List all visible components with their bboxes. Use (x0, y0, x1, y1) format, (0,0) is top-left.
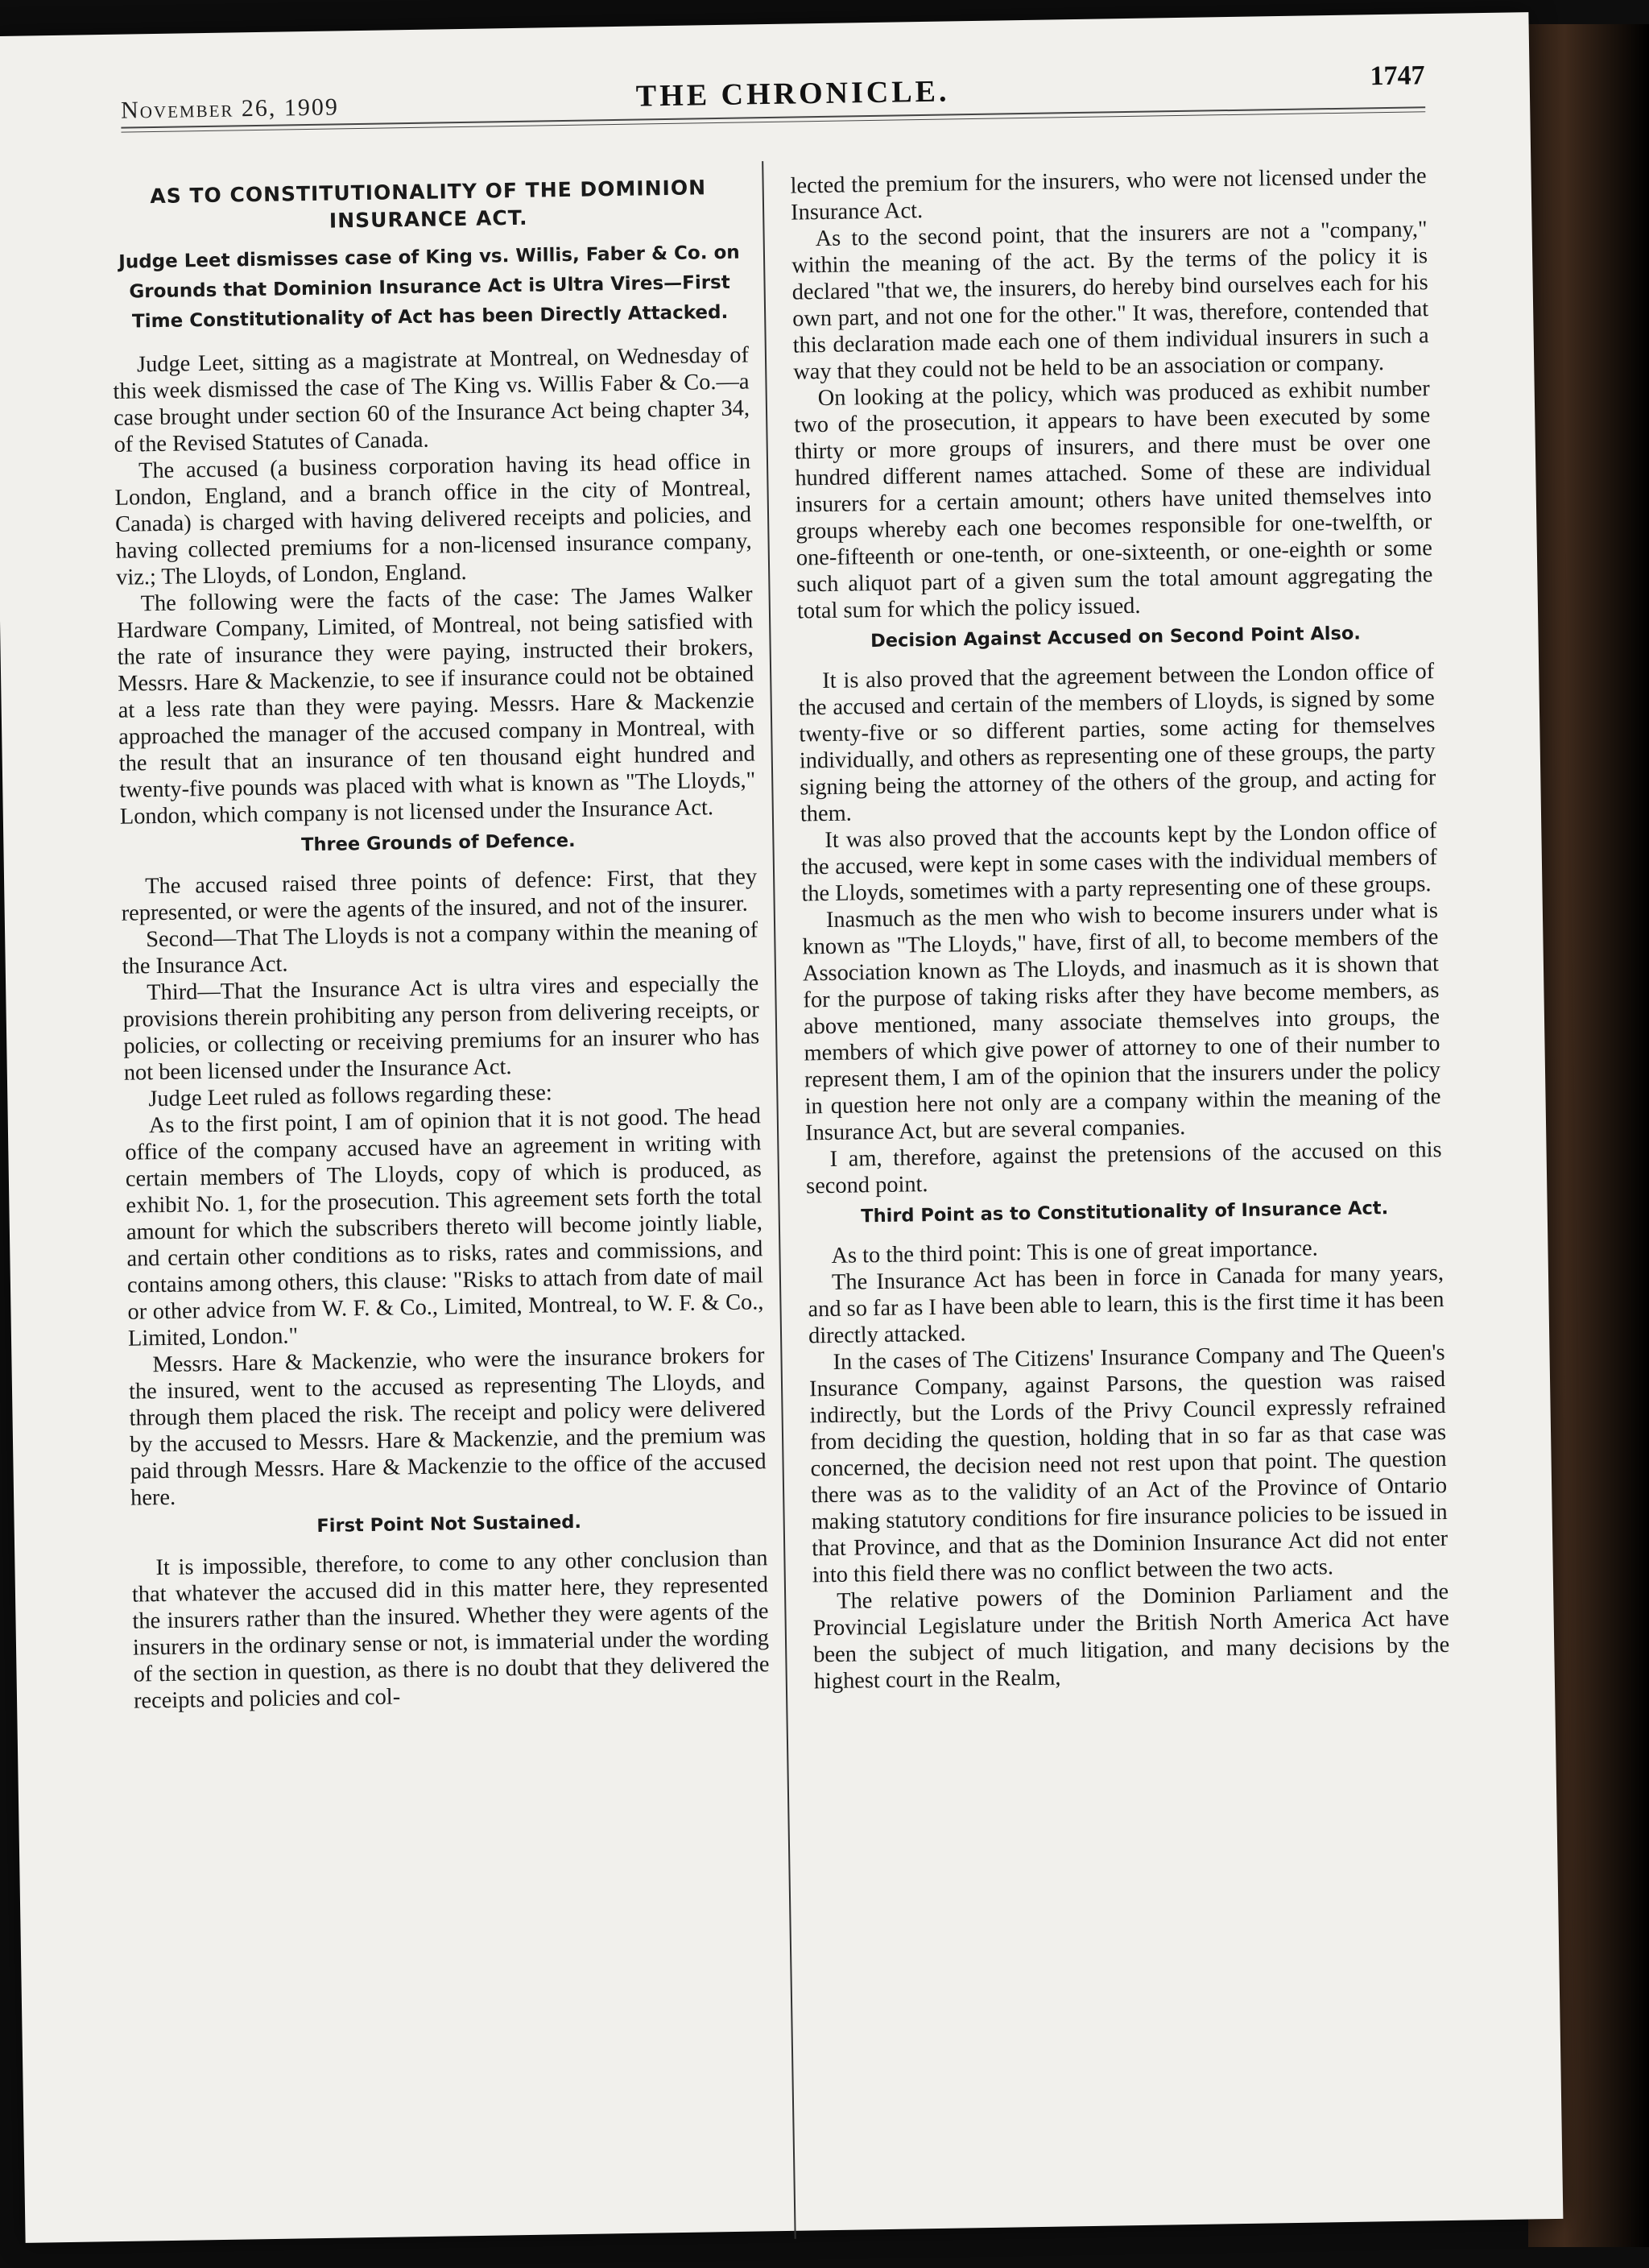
paragraph: The following were the facts of the case: The James Walker Hardware Company, Limited, of Montreal, not being satisfied with the rate of insurance they were paying, instructed their brokers, Messrs. Hare & Mackenzie, to see if insurance could not be obtained at a less rate than they were paying. Messrs. Hare & Mackenzie approached the manager of the accused company in Montreal, with the result that an insurance of ten thousand eight hundred and twenty-five pounds was placed with what is known as "The Lloyds," London, which company is not licensed under the Insurance Act. (116, 581, 756, 830)
paragraph: Second—That The Lloyds is not a company within the meaning of the Insurance Act. (122, 917, 758, 979)
paragraph: Inasmuch as the men who wish to become insurers under what is known as "The Lloyds," have, first of all, to become members of the Association known as The Lloyds, and inasmuch as it is shown that for the purpose of taking risks after they have become members, as above mentioned, many associate themselves into groups, the members of which give power of attorney to one of their number to represent them, I am of the opinion that the insurers under the policy in question here not only are a company within the meaning of the Insurance Act, but are several companies. (802, 898, 1441, 1146)
paragraph: The relative powers of the Dominion Parliament and the Provincial Legislature under the British North America Act have been the subject of much litigation, and many decisions by the highest court in the Realm, (812, 1579, 1450, 1695)
paragraph: Third—That the Insurance Act is ultra vires and especially the provisions therein prohibiting any person from delivering receipts, or policies, or collecting or receiving premiums for an insurer who has not been licensed under the Insurance Act. (122, 971, 760, 1086)
page-header (121, 62, 1426, 139)
paragraph: Judge Leet, sitting as a magistrate at Montreal, on Wednesday of this week dismissed the case of The King vs. Willis Faber & Co.—a case brought under section 60 of the Insurance Act being chapter 34, of the Revised Statutes of Canada. (113, 342, 750, 457)
paragraph: The accused (a business corporation having its head office in London, England, and a branch office in the city of Montreal, Canada) is charged with having delivered receipts and policies, and having collected premiums for a non-licensed insurance company, viz.; The Lloyds, of London, England. (114, 449, 752, 590)
paragraph: It is also proved that the agreement between the London office of the accused and certain of the members of Lloyds, is signed by some twenty-five or so different parties, some acting for themselves individually, and others as representing one of these groups, the party signing being the attorney of the others of the group, and acting for them. (798, 659, 1436, 827)
paragraph: The accused raised three points of defence: First, that they represented, or were the agents of the insured, and not of the insurer. (121, 864, 758, 926)
paragraph: As to the second point, that the insurers are not a "company," within the meaning of the act. By the terms of the policy it is declared "that we, the insurers, do hereby bind ourselves each for his own part, and not one for the other." It was, therefore, contended that this declaration made each one of them individual insurers in such a way that they could not be held to be an association or company. (791, 217, 1429, 385)
paragraph: As to the first point, I am of opinion that it is not good. The head office of the company accused have an agreement in writing with certain members of The Lloyds, copy of which is produced, as exhibit No. 1, for the prosecution. This agreement sets forth the total amount for which the subscribers thereto will become jointly liable, and certain other conditions as to risks, rates and commissions, and contains among others, this clause: "Risks to attach from date of mail or other advice from W. F. & Co., Limited, Montreal, to W. F. & Co., Limited, London." (125, 1103, 764, 1351)
right-column (790, 163, 1450, 1695)
paragraph: As to the third point: This is one of great importance. (831, 1235, 1318, 1269)
paragraph: It is impossible, therefore, to come to any other conclusion than that whatever the accused did in this matter here, they represented the insurers rather than the insured. Whether they were agents of the insurers in the ordinary sense or not, is immaterial under the wording of the section in question, as there is no doubt that they delivered the receipts and policies and col- (131, 1546, 770, 1714)
column-divider (762, 161, 796, 2239)
section-heading: First Point Not Sustained. (316, 1511, 582, 1538)
section-heading: Decision Against Accused on Second Point Also. (870, 623, 1362, 652)
issue-date: November 26, 1909 (120, 93, 340, 124)
newspaper-page (0, 12, 1563, 2243)
paragraph: It was also proved that the accounts kept by the London office of the accused, were kept in some cases with the individual members of the Lloyds, sometimes with a party representing one of these groups. (800, 818, 1438, 907)
publication-title: THE CHRONICLE. (635, 74, 950, 114)
page-number: 1747 (1370, 60, 1425, 92)
paragraph: Judge Leet ruled as follows regarding these: (148, 1080, 552, 1112)
paragraph: The Insurance Act has been in force in Canada for many years, and so far as I have been able to learn, this is the first time it has been directly attacked. (808, 1260, 1444, 1349)
article-headline: AS TO CONSTITUTIONALITY OF THE DOMINION INSURANCE ACT. (150, 176, 707, 233)
section-heading: Third Point as to Constitutionality of Insurance Act. (861, 1198, 1389, 1227)
paragraph: On looking at the policy, which was produced as exhibit number two of the prosecution, it appears to have been executed by some thirty or more groups of insurers, and there must be over one hundred different names attached. Some of these are individual insurers for a certain amount; others have united themselves into groups whereby each one becomes responsible for one-twelfth, or one-fifteenth or one-tenth, or one-sixteenth, or one-eighth or some such aliquot part of a given sum the total amount aggregating the total sum for which the policy issued. (794, 376, 1433, 624)
paragraph: I am, therefore, against the pretensions of the accused on this second point. (805, 1137, 1442, 1199)
section-heading: Three Grounds of Defence. (300, 830, 576, 856)
paragraph: lected the premium for the insurers, who were not licensed under the Insurance Act. (790, 163, 1427, 226)
left-column (110, 173, 770, 1714)
paragraph: In the cases of The Citizens' Insurance Company and The Queen's Insurance Company, against Parsons, the question was raised indirectly, but the Lords of the Privy Council expressly refrained from deciding the question, holding that in so far as that case was concerned, the decision need not rest upon that point. The question there was as to the validity of an Act of the Province of Ontario making statutory conditions for fire insurance policies to be issued in that Province, and that as the Dominion Insurance Act did not enter into this field there was no conflict between the two acts. (808, 1340, 1449, 1588)
article-subheadline: Judge Leet dismisses case of King vs. Willis, Faber & Co. on Grounds that Dominion Insurance Act is Ultra Vires—First Time Constitutionality of Act has been Directly Attacked. (118, 242, 740, 333)
paragraph: Messrs. Hare & Mackenzie, who were the insurance brokers for the insured, went to the accused as representing The Lloyds, and through them placed the risk. The receipt and policy were delivered by the accused to Messrs. Hare & Mackenzie, and the premium was paid through Messrs. Hare & Mackenzie to the office of the accused here. (128, 1343, 767, 1511)
